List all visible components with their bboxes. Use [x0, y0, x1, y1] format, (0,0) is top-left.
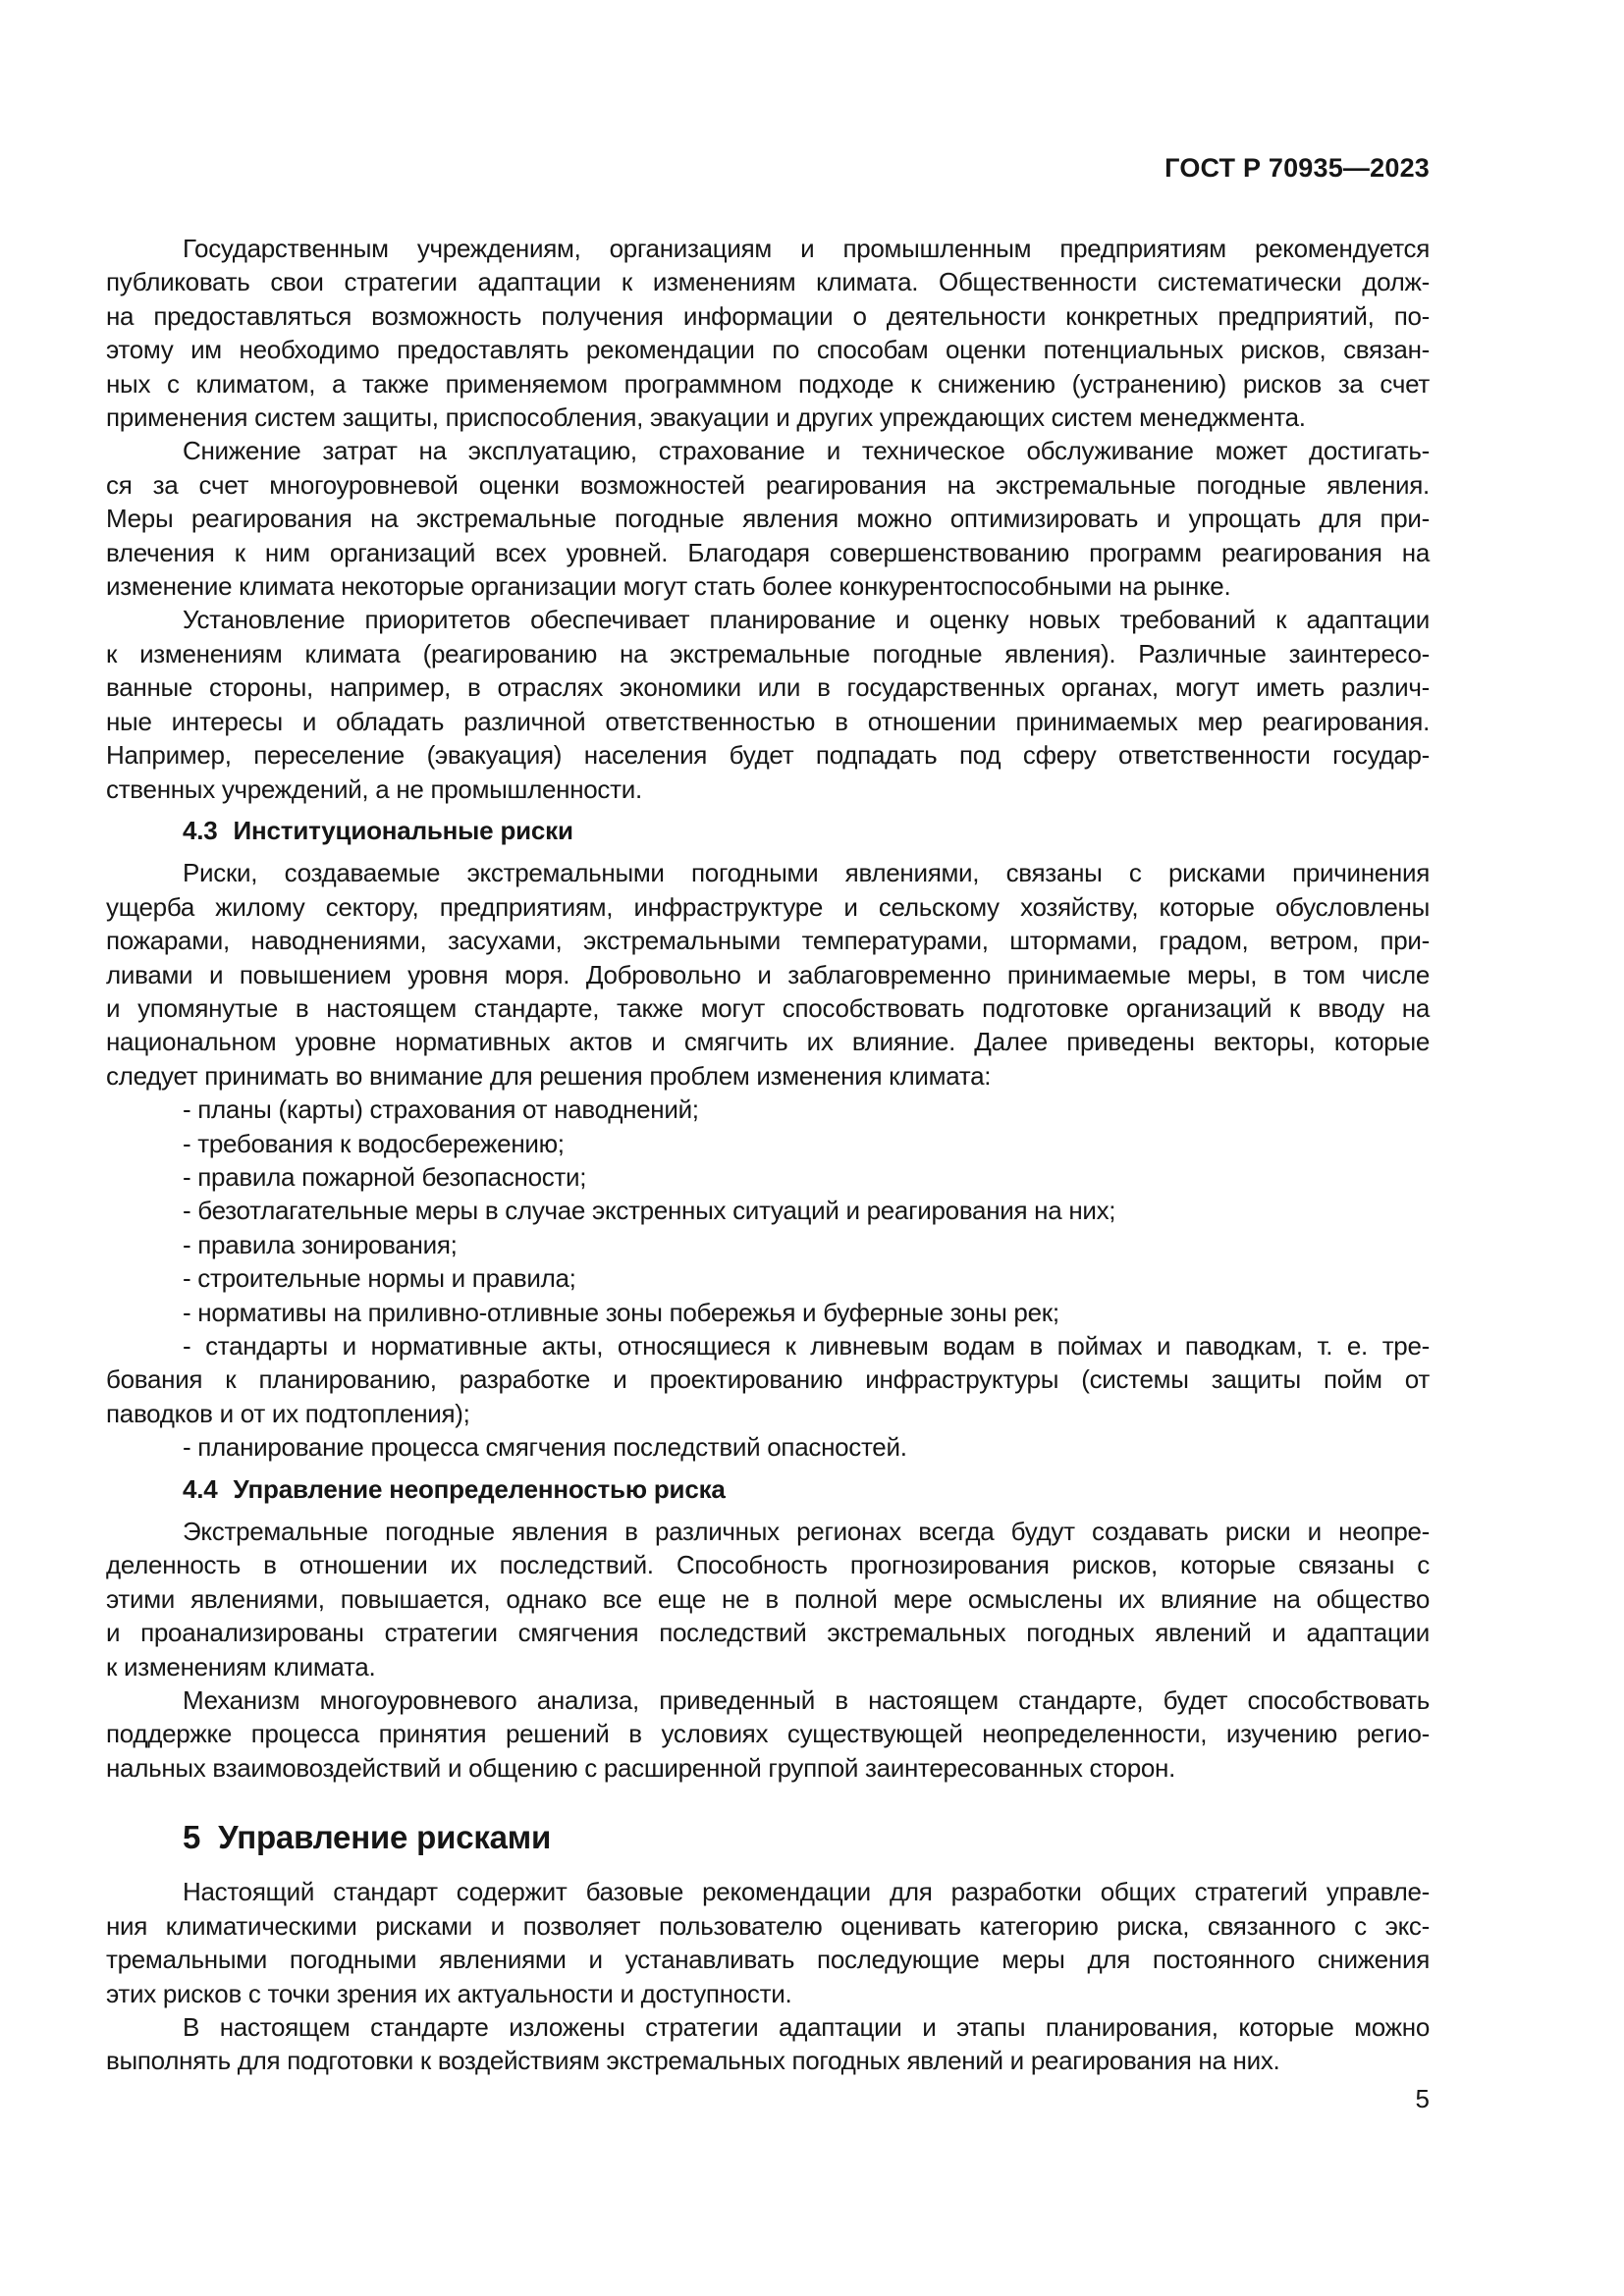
document-body — [106, 232, 1430, 2078]
text-line: Государственным учреждениям, организациям и промышленным предприятиям рекомендуется — [183, 234, 1430, 263]
bullet-line: - стандарты и нормативные акты, относящиеся к ливневым водам в поймах и паводкам, т. е. тре- — [183, 1331, 1430, 1361]
document-content — [106, 151, 1430, 2115]
paragraph — [106, 1515, 1430, 1683]
heading-number: 4.4 — [183, 1473, 218, 1504]
text-line: ния климатическими рисками и позволяет пользователю оценивать категорию риска, связанного с экс- — [106, 1910, 1430, 1941]
paragraph — [106, 856, 1430, 1093]
text-line: поддержке процесса принятия решений в условиях существующей неопределенности, изучению регио- — [106, 1719, 1430, 1749]
text-line: пожарами, наводнениями, засухами, экстремальными температурами, штормами, градом, ветром, при- — [106, 926, 1430, 956]
text-line: ных с климатом, а также применяемом программном подходе к снижению (устранению) рисков за счет — [106, 368, 1430, 399]
paragraph — [106, 434, 1430, 603]
paragraph — [106, 232, 1430, 434]
text-line: национальном уровне нормативных актов и смягчить их влияние. Далее приведены векторы, которые — [106, 1027, 1430, 1057]
paragraph — [106, 2010, 1430, 2078]
chapter-heading — [183, 1815, 1430, 1860]
heading-text: Институциональные риски — [233, 815, 573, 845]
text-line: и упомянутые в настоящем стандарте, также могут способствовать подготовке организаций к вводу на — [106, 992, 1430, 1023]
text-line: В настоящем стандарте изложены стратегии адаптации и этапы планирования, которые можно — [183, 2011, 1430, 2042]
bullet-line: - нормативы на приливно-отливные зоны побережья и буферные зоны рек; — [183, 1297, 1059, 1327]
section-heading — [183, 1472, 1430, 1506]
bullet-line: - строительные нормы и правила; — [183, 1263, 576, 1294]
text-line: ванные стороны, например, в отраслях экономики или в государственных органах, могут иметь различ- — [106, 672, 1430, 703]
text-line: Снижение затрат на эксплуатацию, страхование и техническое обслуживание может достигать- — [183, 436, 1430, 466]
text-line: этими явлениями, повышается, однако все еще не в полной мере осмыслены их влияние на общество — [106, 1583, 1430, 1614]
text-line: на предоставляться возможность получения информации о деятельности конкретных предприятий, по- — [106, 300, 1430, 331]
text-line: этих рисков с точки зрения их актуальности и доступности. — [106, 1978, 792, 2008]
text-line: влечения к ним организаций всех уровней. Благодаря совершенствованию программ реагирования на — [106, 537, 1430, 567]
text-line: применения систем защиты, приспособления, эвакуации и других упреждающих систем менеджмента. — [106, 402, 1306, 433]
text-line: и проанализированы стратегии смягчения последствий экстремальных погодных явлений и адаптации — [106, 1618, 1430, 1648]
text-line: Меры реагирования на экстремальные погодные явления можно оптимизировать и упрощать для при- — [106, 504, 1430, 534]
bullet-line: бования к планированию, разработке и проектированию инфраструктуры (системы защиты пойм от — [106, 1364, 1430, 1395]
text-line: изменение климата некоторые организации могут стать более конкурентоспособными на рынке. — [106, 571, 1231, 602]
text-line: Установление приоритетов обеспечивает планирование и оценку новых требований к адаптации — [183, 605, 1430, 635]
paragraph — [106, 1683, 1430, 1785]
text-line: Например, переселение (эвакуация) населения будет подпадать под сферу ответственности государ- — [106, 740, 1430, 771]
text-line: к изменениям климата. — [106, 1651, 376, 1682]
text-line: тремальными погодными явлениями и устанавливать последующие меры для постоянного снижения — [106, 1945, 1430, 1975]
text-line: ные интересы и обладать различной ответственностью в отношении принимаемых мер реагирования. — [106, 706, 1430, 736]
text-line: к изменениям климата (реагированию на экстремальные погодные явления). Различные заинтересо- — [106, 638, 1430, 668]
bullet-line: - требования к водосбережению; — [183, 1128, 565, 1158]
text-line: следует принимать во внимание для решения проблем изменения климата: — [106, 1060, 992, 1091]
bullet-line: - правила зонирования; — [183, 1229, 458, 1259]
page-number: 5 — [1415, 2083, 1430, 2113]
heading-text: Управление неопределенностью риска — [233, 1473, 726, 1504]
bullet-line: паводков и от их подтопления); — [106, 1398, 470, 1428]
text-line: Механизм многоуровневого анализа, приведенный в настоящем стандарте, будет способствовать — [183, 1685, 1430, 1716]
text-line: ся за счет многоуровневой оценки возможностей реагирования на экстремальные погодные явления. — [106, 469, 1430, 500]
text-line: деленность в отношении их последствий. Способность прогнозирования рисков, которые связаны с — [106, 1550, 1430, 1580]
bullet-line: - правила пожарной безопасности; — [183, 1161, 587, 1192]
text-line: ственных учреждений, а не промышленности. — [106, 774, 642, 804]
bullet-line: - планирование процесса смягчения последствий опасностей. — [183, 1432, 907, 1463]
text-line: Экстремальные погодные явления в различных регионах всегда будут создавать риски и неопре- — [183, 1517, 1430, 1547]
text-line: публиковать свои стратегии адаптации к изменениям климата. Общественности систематически долж- — [106, 267, 1430, 297]
heading-number: 5 — [183, 1819, 201, 1856]
paragraph — [106, 603, 1430, 805]
text-line: нальных взаимовоздействий и общению с расширенной группой заинтересованных сторон. — [106, 1752, 1175, 1783]
text-line: ливами и повышением уровня моря. Добровольно и заблаговременно принимаемые меры, в том числе — [106, 959, 1430, 989]
text-line: Настоящий стандарт содержит базовые рекомендации для разработки общих стратегий управле- — [183, 1877, 1430, 1907]
text-line: этому им необходимо предоставлять рекомендации по способам оценки потенциальных рисков, связан- — [106, 335, 1430, 365]
text-line: выполнять для подготовки к воздействиям экстремальных погодных явлений и реагирования на них. — [106, 2046, 1280, 2076]
bullet-line: - безотлагательные меры в случае экстренных ситуаций и реагирования на них; — [183, 1196, 1116, 1226]
text-line: ущерба жилому сектору, предприятиям, инфраструктуре и сельскому хозяйству, которые обусловлены — [106, 891, 1430, 922]
document-code-header: ГОСТ Р 70935—2023 — [1164, 153, 1430, 183]
heading-text: Управление рисками — [218, 1819, 552, 1856]
heading-number: 4.3 — [183, 815, 218, 845]
bullet-line: - планы (карты) страхования от наводнений; — [183, 1095, 699, 1125]
section-heading — [183, 814, 1430, 847]
bullet-list — [106, 1093, 1430, 1464]
text-line: Риски, создаваемые экстремальными погодными явлениями, связаны с рисками причинения — [183, 858, 1430, 888]
paragraph — [106, 1875, 1430, 2010]
